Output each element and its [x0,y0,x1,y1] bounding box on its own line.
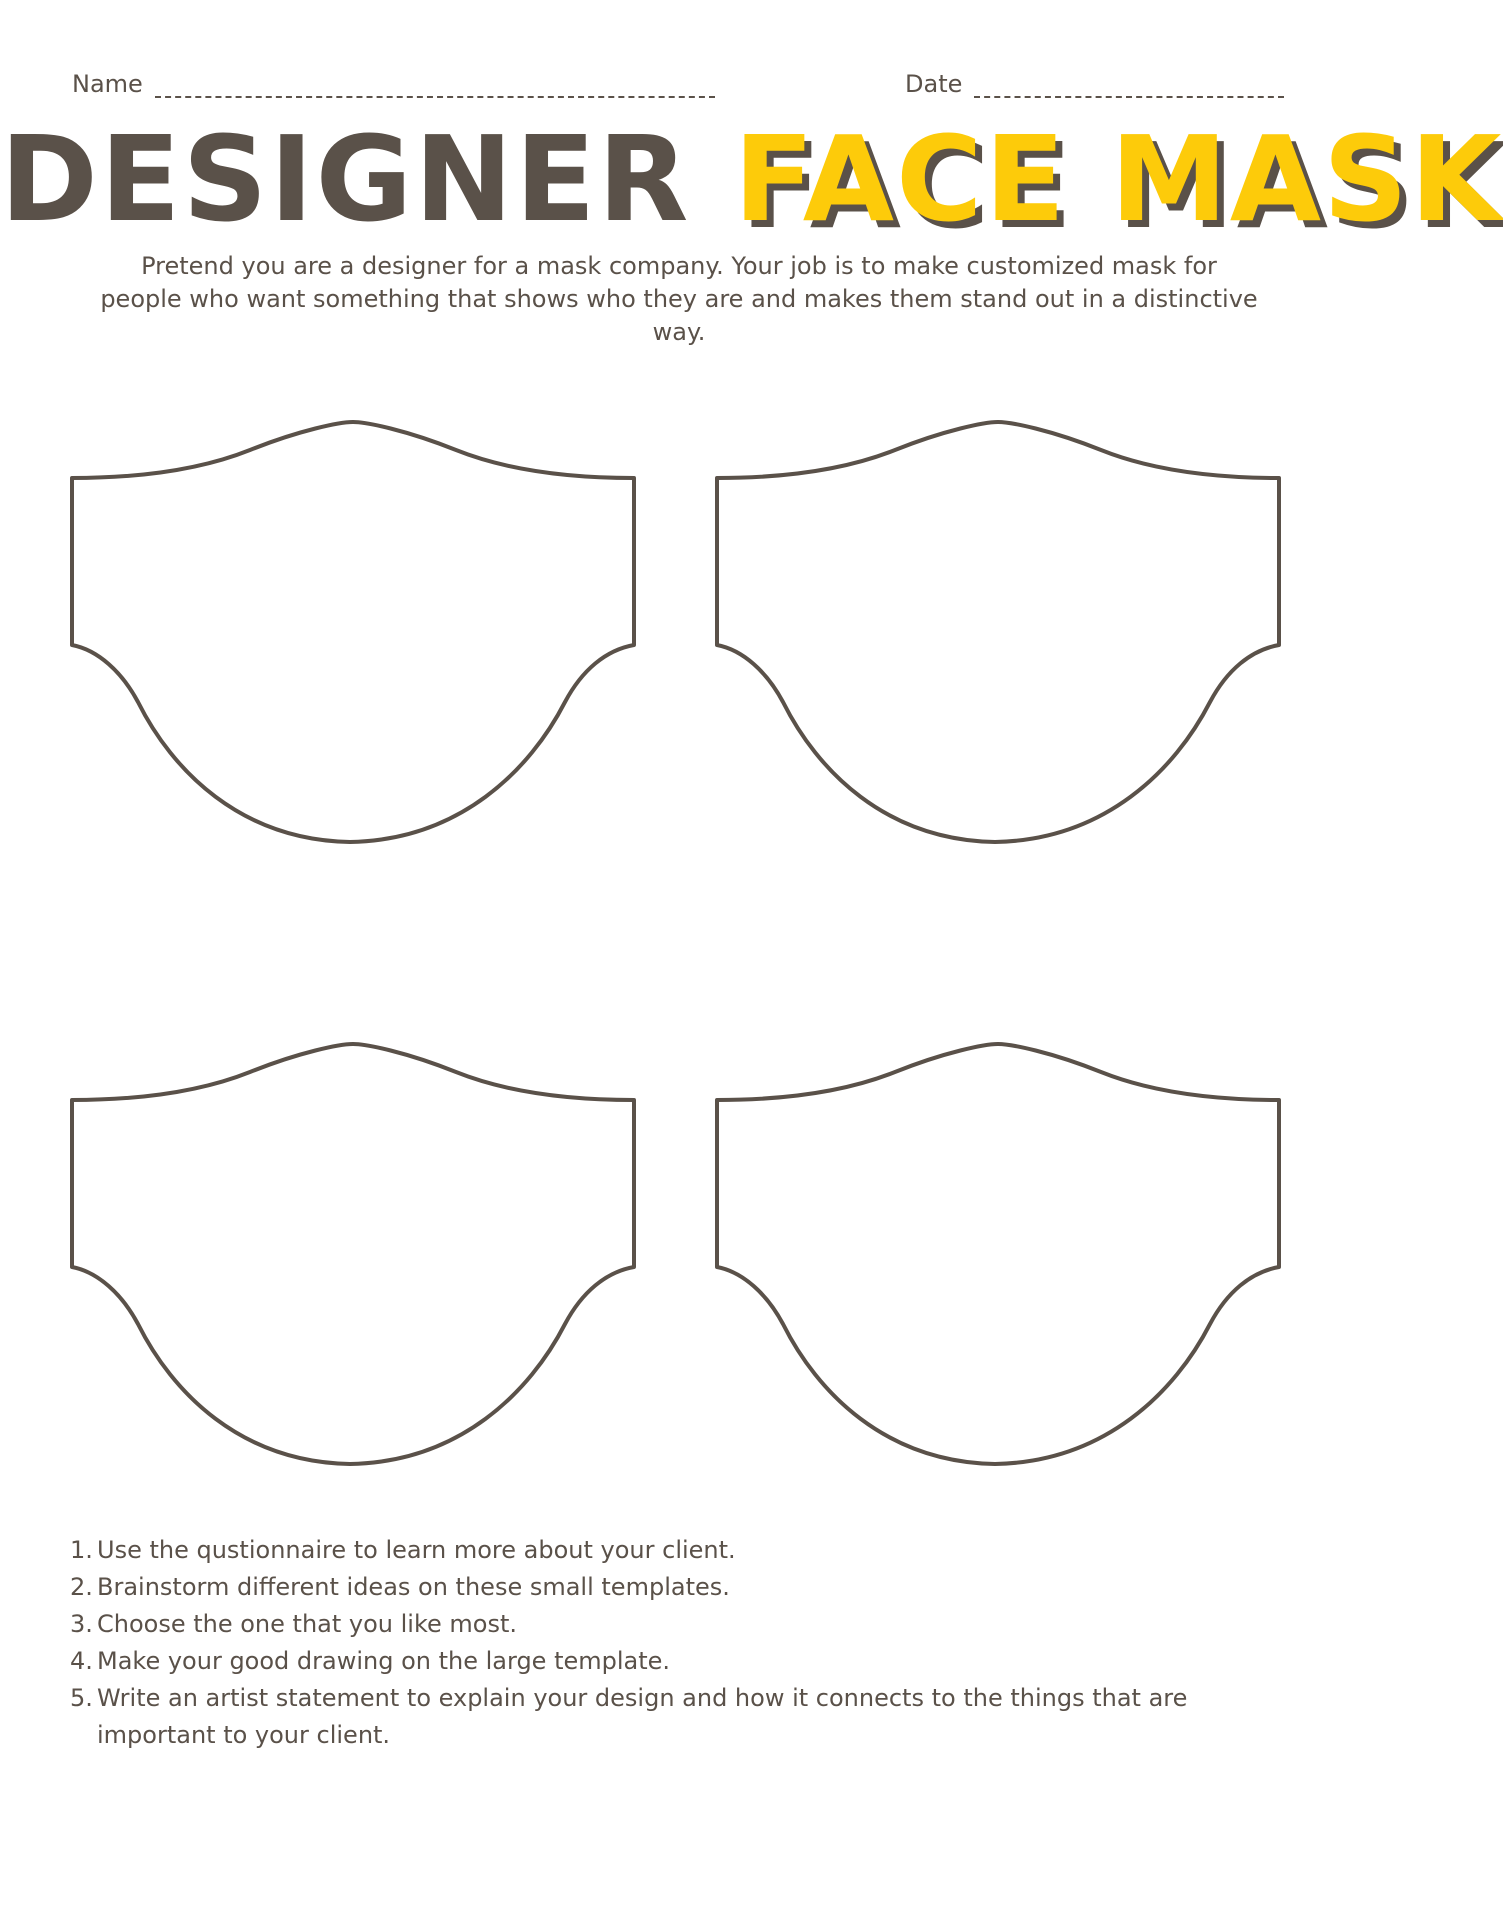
instructions-list [70,1532,1300,1754]
mask-templates [0,400,1358,1520]
mask-outline-icon [60,1032,642,1502]
instruction-number: 2. [70,1573,93,1601]
mask-template-3[interactable] [60,1032,642,1502]
title-face-mask: FACE MASK [733,110,1503,248]
mask-template-2[interactable] [705,410,1287,880]
instruction-number: 5. [70,1684,93,1712]
name-label: Name [72,70,143,98]
instruction-number: 1. [70,1536,93,1564]
instruction-text: Brainstorm different ideas on these small templates. [97,1573,730,1601]
instruction-text: Write an artist statement to explain your design and how it connects to the things that are important to your client. [97,1684,1188,1749]
name-line[interactable] [155,74,715,98]
page-title [0,110,1503,248]
instruction-text: Use the qustionnaire to learn more about your client. [97,1536,736,1564]
mask-template-4[interactable] [705,1032,1287,1502]
intro-paragraph: Pretend you are a designer for a mask company. Your job is to make customized mask for people who want something that shows who they are and makes them stand out in a distinctive way. [100,252,1258,346]
mask-outline-icon [60,410,642,880]
instruction-number: 4. [70,1647,93,1675]
date-field[interactable] [905,70,1284,98]
instruction-item [70,1532,1300,1569]
name-field[interactable] [72,70,715,98]
mask-template-1[interactable] [60,410,642,880]
date-line[interactable] [974,74,1284,98]
instruction-text: Make your good drawing on the large template. [97,1647,671,1675]
instruction-text: Choose the one that you like most. [97,1610,518,1638]
instruction-item [70,1606,1300,1643]
title-designer: DESIGNER [0,110,691,248]
header-fields [72,70,1286,104]
date-label: Date [905,70,963,98]
instruction-item [70,1680,1300,1754]
instruction-item [70,1643,1300,1680]
instruction-item [70,1569,1300,1606]
mask-outline-icon [705,410,1287,880]
instruction-number: 3. [70,1610,93,1638]
mask-outline-icon [705,1032,1287,1502]
